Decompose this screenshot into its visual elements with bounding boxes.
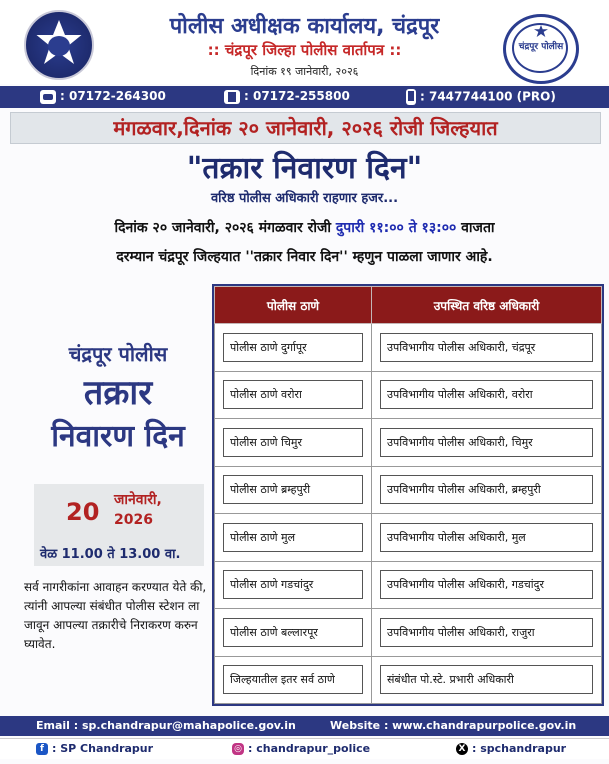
table-row: पोलीस ठाणे चिमुर उपविभागीय पोलीस अधिकारी, चिमुर (215, 419, 602, 467)
promo-line-1: चंद्रपूर पोलीस (68, 342, 168, 366)
website-link[interactable]: Website : www.chandrapurpolice.gov.in (330, 719, 577, 732)
contact-mobile[interactable]: : 7447744100 (PRO) (406, 89, 556, 105)
table-row: पोलीस ठाणे वरोरा उपविभागीय पोलीस अधिकारी, वरोरा (215, 371, 602, 419)
footer-links (0, 716, 609, 736)
instagram-link[interactable]: ◎ : chandrapur_police (232, 742, 370, 755)
main-title: "तक्रार निवारण दिन" (186, 151, 423, 186)
event-day: 20 (66, 498, 100, 526)
table-row: पोलीस ठाणे गडचांदुर उपविभागीय पोलीस अधिकारी, गडचांदुर (215, 561, 602, 609)
header (0, 0, 609, 84)
table-row: पोलीस ठाणे दुर्गापूर उपविभागीय पोलीस अधिकारी, चंद्रपूर (215, 324, 602, 372)
event-time: वेळ 11.00 ते 13.00 वा. (40, 547, 181, 562)
bulletin-date: दिनांक १९ जानेवारी, २०२६ (250, 65, 359, 78)
phone-icon (40, 90, 56, 104)
citizen-appeal: सर्व नागरीकांना आवाहन करण्यात येते की, त्यांनी आपल्या संबंधीत पोलीस स्टेशन ला जावून आपल्या तक्रारीचे निराकरण करुन घ्यावेत. (24, 580, 207, 651)
announcement-line-1: दिनांक २० जानेवारी, २०२६ मंगळवार रोजी दुपारी ११:०० ते १३:०० वाजता (114, 220, 495, 236)
fax-icon (224, 90, 240, 104)
email-link[interactable]: Email : sp.chandrapur@mahapolice.gov.in (36, 719, 296, 732)
mobile-icon (406, 89, 416, 105)
table-row: पोलीस ठाणे ब्रम्हपुरी उपविभागीय पोलीस अधिकारी, ब्रम्हपुरी (215, 466, 602, 514)
bulletin-subtitle: :: चंद्रपूर जिल्हा पोलीस वार्तापत्र :: (207, 41, 402, 59)
footer-social (0, 738, 609, 759)
contact-fax[interactable]: : 07172-255800 (224, 89, 350, 104)
event-year: 2026 (114, 512, 153, 528)
officer-table (212, 284, 604, 706)
contact-bar (0, 86, 609, 108)
main-subtitle: वरिष्ठ पोलीस अधिकारी राहणार हजर... (210, 191, 399, 206)
time-highlight: दुपारी ११:०० ते १३:०० (335, 220, 457, 236)
event-date-box (34, 484, 204, 566)
facebook-link[interactable]: f : SP Chandrapur (36, 742, 153, 755)
office-title: पोलीस अधीक्षक कार्यालय, चंद्रपूर (169, 14, 440, 39)
table-header-officer: उपस्थित वरिष्ठ अधिकारी (372, 287, 602, 324)
facebook-icon: f (36, 743, 48, 755)
x-link[interactable]: X : spchandrapur (456, 742, 566, 755)
date-banner: मंगळवार,दिनांक २० जानेवारी, २०२६ रोजी जिल्हयात (10, 112, 601, 144)
police-emblem-icon (24, 10, 94, 80)
x-icon: X (456, 743, 468, 755)
event-month: जानेवारी, (114, 492, 162, 508)
contact-phone[interactable]: : 07172-264300 (40, 89, 166, 104)
promo-line-3: निवारण दिन (51, 419, 185, 454)
table-row: पोलीस ठाणे मुल उपविभागीय पोलीस अधिकारी, मुल (215, 514, 602, 562)
instagram-icon: ◎ (232, 743, 244, 755)
table-row: पोलीस ठाणे बल्लारपूर उपविभागीय पोलीस अधिकारी, राजुरा (215, 609, 602, 657)
logo-text: चंद्रपूर पोलीस (518, 42, 564, 52)
table-row: जिल्हयातील इतर सर्व ठाणे संबंधीत पो.स्टे. प्रभारी अधिकारी (215, 656, 602, 704)
promo-line-2: तक्रार (83, 373, 153, 413)
chandrapur-police-logo-icon (503, 14, 579, 84)
table-header-station: पोलीस ठाणे (215, 287, 372, 324)
announcement-line-2: दरम्यान चंद्रपूर जिल्हयात ''तक्रार निवार दिन'' म्हणुन पाळला जाणार आहे. (116, 249, 493, 265)
